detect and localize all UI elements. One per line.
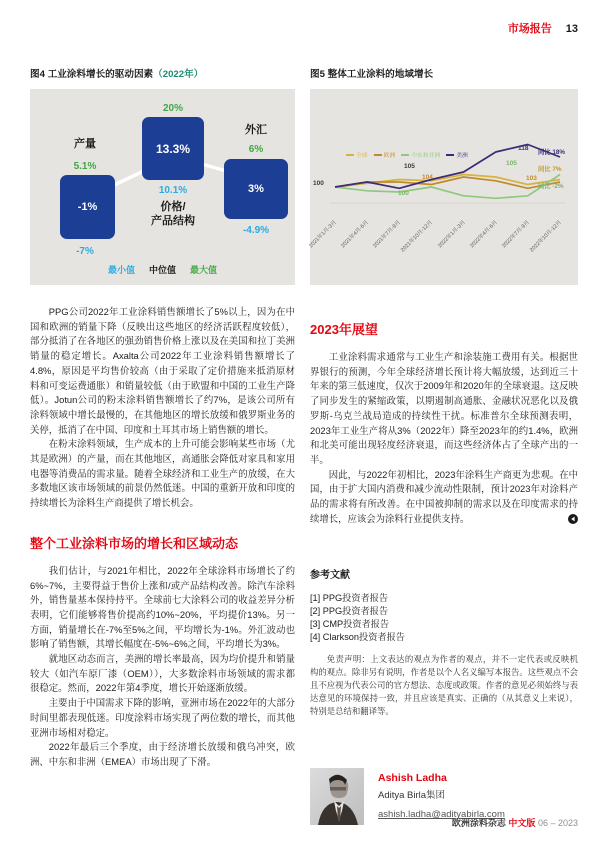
legend-item: 全球	[346, 153, 368, 159]
callout-mid-104: 104	[422, 174, 433, 181]
paragraph: 因此，与2022年初相比，2023年涂料生产商更为悲观。在中国，由于扩大国内消费和减少流动性限制，预计2023年对涂料产品的需求将有所改善。在中国被抑制的需求以及在印度需求的持续增长，应该会为涂料行业提供支持。	[310, 468, 578, 524]
issue-number: 06 – 2023	[537, 818, 578, 828]
legend-max: 最大值	[190, 265, 218, 275]
reference-item: [4] Clarkson投资者报告	[310, 632, 405, 643]
figure4-title	[30, 66, 295, 80]
x-axis-label: 2021年7月-9月	[372, 219, 403, 250]
callout-start: 100	[313, 180, 324, 187]
max-value-price: 20%	[162, 103, 183, 114]
callout-end-mea: 105	[506, 160, 517, 167]
author-name: Ashish Ladha	[378, 772, 447, 785]
section-label: 市场报告	[507, 23, 552, 35]
page-footer	[452, 816, 578, 829]
yoy-label-global: 同比 7%	[538, 166, 562, 173]
paragraph: PPG公司2022年工业涂料销售额增长了5%以上，因为在中国和欧洲的销量下降（反映出这些地区的经济活跃程度较低），部分抵消了在各地区的强劲销售价格上涨以及在美国和拉丁美洲销量的稳定增长。Axalta公司2022年工业涂料销售额增长了4.8%，原因是平均售价较高（由于采取了定价措施来抵消原材料和可变运费通胀）和销量较低（由于欧盟和中国的工业生产降低）。Jotun公司的粉末涂料销售额增长了约7%，是该公司所有涂料领域中增长最慢的，在其他地区的增长放缓和俄罗斯业务的关停，抵消了在中国、印度和土耳其市场上销售额的增长。	[30, 306, 295, 435]
legend-median: 中位值	[148, 265, 176, 275]
category-label-price-line2: 产品结构	[151, 215, 195, 227]
author-info	[378, 768, 505, 822]
x-axis-label: 2022年7月-9月	[500, 219, 531, 250]
paragraph: 就地区动态而言，美洲的增长率最高，因为均价提升和销量较大（如汽车原厂漆（OEM）），大多数涂料市场领域的需求都很稳定。然而，2022年第4季度，增长开始逐渐放缓。	[30, 653, 295, 694]
x-axis-label: 2022年4月-6月	[468, 219, 499, 250]
callout-mid-100: 100	[398, 190, 409, 197]
disclaimer: 免责声明：上文表达的观点为作者的观点，并不一定代表或反映机构的观点。除非另有说明，作者是以个人名义编写本报告。这些观点不会且不应视为代表公司的官方想法、态度或政策。作者的意见必须始终与表达意见的环境保持一致，并且应该是真实、正确的（从其意义上来说），特别是总结和翻译等。	[310, 654, 578, 717]
min-value-production: -7%	[76, 246, 94, 257]
paragraph: 工业涂料需求通常与工业生产和涂装施工费用有关。根据世界银行的预测，今年全球经济增长预计将大幅放缓，达到近三十年来的第三低速度，仅次于2009年和2020年的全球衰退。这反映了同步发生的紧缩政策，以期遏制高通胀、金融状况恶化以及俄罗斯-乌克兰战局造成的持续性干扰。标准普尔全球预测表明，2023年工业生产将从3%（2022年）降至2023年的约1.4%，欧洲和北美可能出现轻度经济衰退，而这些经济体占了全球产出的一半。	[310, 351, 578, 465]
median-box-fx: 3%	[224, 159, 288, 219]
section-heading-market-growth: 整个工业涂料市场的增长和区域动态	[30, 535, 239, 551]
category-label-fx: 外汇	[245, 124, 267, 136]
paragraph: 2022年最后三个季度，由于经济增长放缓和俄乌冲突，欧洲、中东和非洲（EMEA）市场出现了下滑。	[30, 741, 295, 767]
max-value-fx: 6%	[248, 144, 264, 155]
callout-end-americas: 118	[518, 145, 529, 152]
figure4-title-text: 图4 工业涂料增长的驱动因素	[30, 69, 154, 80]
median-box-price: 13.3%	[142, 117, 204, 180]
journal-name: 欧洲涂料杂志	[451, 818, 506, 828]
reference-item: [1] PPG投资者报告	[310, 593, 389, 604]
legend-item: 中东和非洲	[401, 153, 440, 159]
x-axis-label: 2021年1月-3月	[308, 219, 338, 250]
section-heading-outlook: 2023年展望	[310, 322, 378, 337]
min-value-fx: -4.9%	[242, 225, 270, 236]
figure4-chart	[30, 89, 295, 285]
category-label-production: 产量	[74, 138, 96, 150]
paragraph: 我们估计，与2021年相比，2022年全球涂料市场增长了约6%~7%，主要得益于售价上涨和/或产品结构改善。除汽车涂料外，销售量基本保持持平。全球前七大涂料公司的收益差异分析表明，它们能够将售价提高约10%~20%，平均提价13%。另一方面，销量增长在-7%至5%之间，平均增长为-1%。外汇波动也影响了销售额，其增长幅度在-5%~6%之间，平均增长为3%。	[30, 564, 295, 650]
x-axis-label: 2022年1月-3月	[436, 219, 467, 250]
min-value-price: 10.1%	[158, 185, 188, 196]
right-column	[310, 66, 578, 825]
figure4-title-year: （2022年）	[153, 69, 204, 80]
legend-min: 最小值	[107, 265, 135, 275]
callout-mid-105: 105	[404, 163, 415, 170]
page-header	[508, 20, 578, 36]
references-heading: 参考文献	[310, 570, 350, 582]
end-of-article-icon	[568, 514, 578, 524]
edition-label: 中文版	[508, 818, 536, 828]
author-photo	[310, 768, 364, 825]
category-label-price	[133, 200, 213, 228]
paragraph: 在粉末涂料领域，生产成本的上升可能会影响某些市场（尤其是欧洲）的产量，而在其他地区，高通胀会降低对家具和家用电器等消费品的需求量。随着全球经济和工业生产的放缓，在大多数地区该市场领域的前景仍然低迷。中国的重新开放和印度的持续增长为涂料生产商提供了增长机会。	[30, 438, 295, 509]
figure5-title: 图5 整体工业涂料的地域增长	[310, 69, 434, 80]
author-email-link[interactable]: ashish.ladha@adityabirla.com	[378, 809, 505, 821]
yoy-label-mea: 同比 -2%	[538, 183, 564, 190]
figure5-chart	[310, 89, 578, 285]
reference-item: [2] PPG投资者报告	[310, 606, 389, 617]
legend-item: 美洲	[446, 153, 468, 159]
yoy-label-americas: 同比 18%	[538, 149, 565, 156]
median-box-production: -1%	[60, 175, 115, 239]
legend-item: 欧洲	[374, 153, 396, 159]
left-column	[30, 66, 295, 825]
page-number: 13	[565, 23, 578, 35]
category-label-price-line1: 价格/	[160, 201, 186, 213]
x-axis-label: 2022年10月-12月	[528, 219, 563, 254]
max-value-production: 5.1%	[73, 161, 97, 172]
paragraph: 主要由于中国需求下降的影响，亚洲市场在2022年的大部分时间里都表现低迷。印度涂料市场实现了两位数的增长，而其他亚洲市场相对稳定。	[30, 697, 295, 738]
figure4-legend	[30, 263, 295, 276]
callout-end-global: 103	[526, 175, 537, 182]
reference-item: [3] CMP投资者报告	[310, 619, 390, 630]
x-axis-label: 2021年10月-12月	[400, 219, 435, 254]
author-org: Aditya Birla集团	[378, 790, 446, 802]
x-axis-label: 2021年4月-6月	[340, 219, 370, 250]
